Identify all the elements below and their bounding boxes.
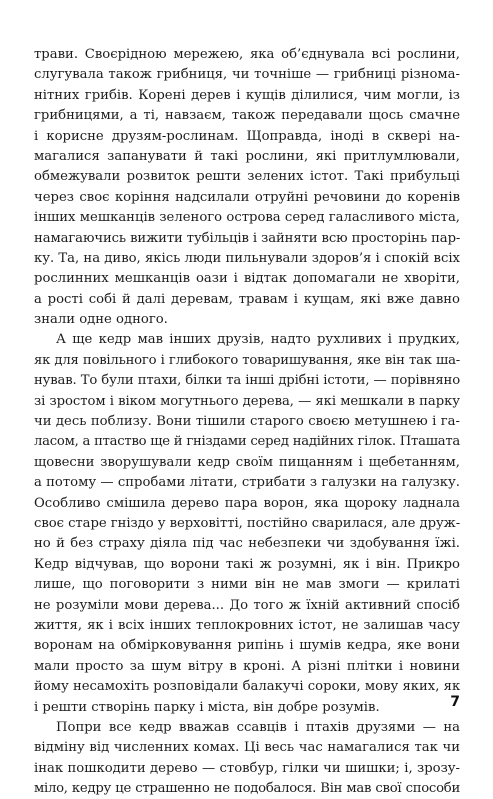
text-line: трави. Своєрідною мережею, яка об’єднувала всі рослини,	[34, 47, 460, 62]
text-line: А ще кедр мав інших друзів, надто рухливих і прудких,	[56, 332, 460, 348]
text-line: магалися запанувати й такі рослини, які притлумлювали,	[34, 148, 460, 164]
text-line: щовесни зворушували кедр своїм пищанням і щебетанням,	[34, 454, 460, 470]
text-line: інак пошкодити дерево — стовбур, гілки чи шишки; і, зрозу-	[34, 760, 460, 776]
paragraph-1	[34, 45, 460, 330]
text-line: і решти створінь парку і міста, він добре розумів.	[34, 699, 380, 715]
text-line: Особливо смішила дерево пара ворон, яка щороку ладнала	[34, 495, 460, 511]
text-line: йому несамохіть розповідали балакучі сороки, мову яких, як	[34, 679, 461, 695]
text-line: воронам на обмірковування рипінь і шумів кедра, яке вони	[34, 638, 460, 654]
text-line: і корисне друзям-рослинам. Щоправда, іноді в сквері на-	[34, 128, 460, 144]
text-line: своє старе гніздо у верховітті, постійно сварилася, але друж-	[34, 515, 461, 531]
text-line: нітних грибів. Корені дерев і кущів ділилися, чим могли, із	[34, 87, 460, 103]
text-line: знали одне одного.	[34, 312, 168, 328]
text-line: намагаючись вижити тубільців і зайняти всю просторінь пар-	[34, 230, 461, 246]
text-line: но й без страху діяла під час небезпеки чи здобування їжі.	[34, 536, 460, 552]
text-line: слугувала також грибниця, чи точніше — грибниці різнома-	[34, 67, 460, 83]
text-line: ласом, а птаство ще й гніздами серед надійних гілок. Пташата	[34, 434, 460, 450]
text-line: не розуміли мови дерева... До того ж їхній активний спосіб	[34, 597, 460, 613]
text-line: інших мешканців зеленого острова серед галасливого міста,	[34, 210, 460, 226]
text-line: відміну від численних комах. Ці весь час намагалися так чи	[34, 740, 460, 756]
text-line: рослинних мешканців оази і відтак допомагали не хворіти,	[34, 271, 460, 287]
paragraph-3	[34, 718, 460, 799]
text-line: Попри все кедр вважав ссавців і птахів друзями — на	[56, 719, 460, 735]
text-line: через своє коріння надсилали отруйні речовини до коренів	[34, 189, 460, 205]
text-line: міло, кедру це страшенно не подобалося. Він мав свої способи	[34, 781, 460, 797]
paragraph-2	[34, 330, 460, 717]
text-line: лише, що поговорити з ними він не мав змоги — крилаті	[34, 577, 460, 593]
text-line: мали просто за шум вітру в кроні. А різні плітки і новини	[34, 658, 460, 674]
text-line: обмежували розвиток решти зелених істот. Такі прибульці	[34, 169, 460, 185]
page-number: 7	[450, 694, 460, 710]
text-line: як для повільного і глибокого товаришування, яке він так ша-	[34, 352, 460, 368]
text-line: Кедр відчував, що ворони такі ж розумні, як і він. Прикро	[34, 556, 460, 572]
text-line: чи десь поблизу. Вони тішили старого своєю метушнею і га-	[34, 414, 460, 430]
text-line: грибницями, а ті, навзаєм, також передавали щось смачне	[34, 108, 460, 124]
text-line: а рості собі й далі деревам, травам і кущам, які вже давно	[34, 291, 460, 307]
body-text	[34, 45, 460, 799]
text-line: нував. То були птахи, білки та інші дрібні істоти, — порівняно	[34, 373, 460, 389]
text-line: ку. Та, на диво, якісь люди пильнували здоров’я і спокій всіх	[34, 250, 460, 266]
text-line: життя, як і всіх інших теплокровних істот, не залишав часу	[34, 617, 460, 633]
text-line: а потому — спробами літати, стрибати з галузки на галузку.	[34, 475, 460, 491]
text-line: зі зростом і віком могутнього дерева, — які мешкали в парку	[34, 393, 460, 409]
